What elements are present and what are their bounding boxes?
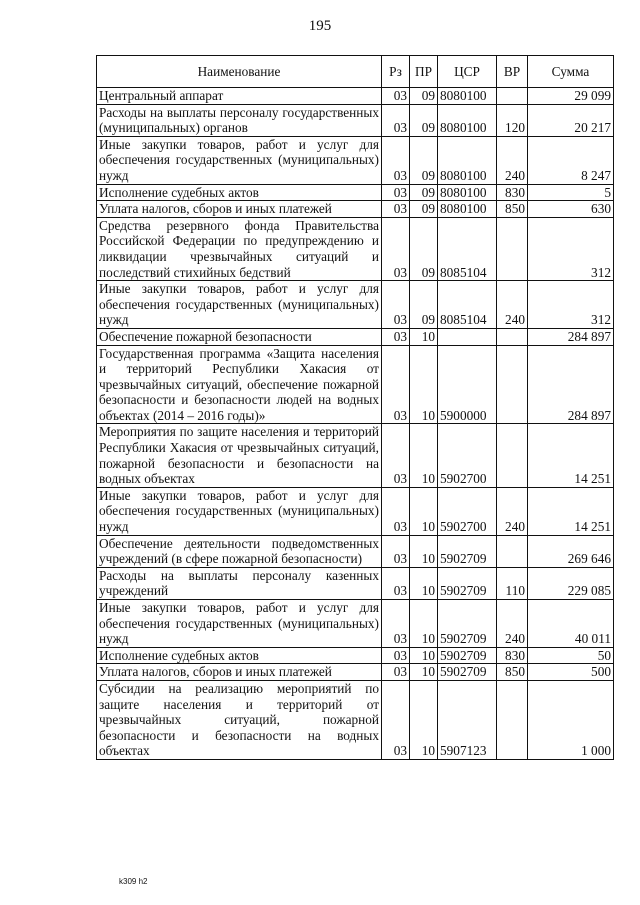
- row-vr: [497, 328, 528, 345]
- header-sum: Сумма: [528, 56, 614, 88]
- table-row: [97, 136, 614, 184]
- row-csr: [438, 328, 497, 345]
- row-rz: 03: [382, 104, 410, 136]
- row-name: Обеспечение пожарной безопасности: [97, 328, 382, 345]
- row-csr: 8085104: [438, 217, 497, 280]
- footer-code: k309 h2: [119, 877, 148, 886]
- row-vr: 110: [497, 567, 528, 599]
- row-sum: 1 000: [528, 680, 614, 759]
- row-name: Уплата налогов, сборов и иных платежей: [97, 201, 382, 218]
- table-row: [97, 281, 614, 329]
- table-row: [97, 647, 614, 664]
- row-sum: 312: [528, 281, 614, 329]
- row-vr: 240: [497, 487, 528, 535]
- row-name: Обеспечение деятельности подведомственных учреждений (в сфере пожарной безопасности): [97, 535, 382, 567]
- row-pr: 10: [410, 424, 438, 487]
- row-csr: 5902709: [438, 647, 497, 664]
- table-row: [97, 201, 614, 218]
- row-sum: 630: [528, 201, 614, 218]
- row-csr: 8080100: [438, 104, 497, 136]
- row-rz: 03: [382, 424, 410, 487]
- row-pr: 09: [410, 136, 438, 184]
- row-name: Иные закупки товаров, работ и услуг для обеспечения государственных (муниципальных) нужд: [97, 136, 382, 184]
- row-csr: 8080100: [438, 201, 497, 218]
- row-pr: 10: [410, 600, 438, 648]
- row-pr: 09: [410, 201, 438, 218]
- row-vr: 830: [497, 184, 528, 201]
- row-csr: 8080100: [438, 184, 497, 201]
- row-pr: 10: [410, 535, 438, 567]
- row-name: Уплата налогов, сборов и иных платежей: [97, 664, 382, 681]
- row-sum: 20 217: [528, 104, 614, 136]
- row-csr: 5902700: [438, 424, 497, 487]
- row-csr: 8080100: [438, 136, 497, 184]
- table-row: [97, 88, 614, 105]
- row-name: Мероприятия по защите населения и территорий Республики Хакасия от чрезвычайных ситуаций, пожарной безопасности и безопасности на водных объектах: [97, 424, 382, 487]
- row-csr: 5902709: [438, 567, 497, 599]
- table-row: [97, 217, 614, 280]
- row-csr: 8085104: [438, 281, 497, 329]
- row-name: Расходы на выплаты персоналу казенных учреждений: [97, 567, 382, 599]
- row-pr: 09: [410, 88, 438, 105]
- table-row: [97, 567, 614, 599]
- header-csr: ЦСР: [438, 56, 497, 88]
- table-row: [97, 487, 614, 535]
- row-vr: [497, 217, 528, 280]
- table-row: [97, 680, 614, 759]
- row-vr: 240: [497, 136, 528, 184]
- row-sum: 284 897: [528, 345, 614, 424]
- row-vr: [497, 424, 528, 487]
- table-row: [97, 184, 614, 201]
- row-pr: 10: [410, 345, 438, 424]
- row-csr: 5902709: [438, 600, 497, 648]
- row-vr: 830: [497, 647, 528, 664]
- table-row: [97, 424, 614, 487]
- row-sum: 50: [528, 647, 614, 664]
- table-row: [97, 600, 614, 648]
- row-sum: 40 011: [528, 600, 614, 648]
- row-pr: 10: [410, 567, 438, 599]
- row-name: Исполнение судебных актов: [97, 184, 382, 201]
- row-name: Иные закупки товаров, работ и услуг для обеспечения государственных (муниципальных) нужд: [97, 487, 382, 535]
- row-rz: 03: [382, 600, 410, 648]
- row-name: Исполнение судебных актов: [97, 647, 382, 664]
- row-name: Субсидии на реализацию мероприятий по защите населения и территорий от чрезвычайных ситуаций, пожарной безопасности и безопасности на водных объектах: [97, 680, 382, 759]
- row-name: Государственная программа «Защита населения и территорий Республики Хакасия от чрезвычайных ситуаций, обеспечение пожарной безопасности и безопасности людей на водных объектах (2014 – 2016 годы)»: [97, 345, 382, 424]
- page-number: 195: [308, 18, 332, 34]
- row-rz: 03: [382, 680, 410, 759]
- row-sum: 284 897: [528, 328, 614, 345]
- row-csr: 5902709: [438, 535, 497, 567]
- row-vr: [497, 345, 528, 424]
- row-vr: 850: [497, 201, 528, 218]
- row-name: Средства резервного фонда Правительства Российской Федерации по предупреждению и ликвидации чрезвычайных ситуаций и последствий стихийных бедствий: [97, 217, 382, 280]
- row-name: Центральный аппарат: [97, 88, 382, 105]
- row-vr: 240: [497, 281, 528, 329]
- row-rz: 03: [382, 184, 410, 201]
- row-rz: 03: [382, 345, 410, 424]
- row-sum: 14 251: [528, 487, 614, 535]
- header-vr: ВР: [497, 56, 528, 88]
- row-csr: 5902709: [438, 664, 497, 681]
- row-rz: 03: [382, 328, 410, 345]
- table-row: [97, 535, 614, 567]
- row-name: Иные закупки товаров, работ и услуг для обеспечения государственных (муниципальных) нужд: [97, 281, 382, 329]
- table-row: [97, 104, 614, 136]
- row-sum: 312: [528, 217, 614, 280]
- row-vr: [497, 680, 528, 759]
- row-pr: 10: [410, 664, 438, 681]
- row-rz: 03: [382, 88, 410, 105]
- row-csr: 5902700: [438, 487, 497, 535]
- row-pr: 09: [410, 104, 438, 136]
- row-rz: 03: [382, 487, 410, 535]
- row-pr: 09: [410, 281, 438, 329]
- row-csr: 5900000: [438, 345, 497, 424]
- row-vr: [497, 535, 528, 567]
- row-sum: 5: [528, 184, 614, 201]
- row-name: Расходы на выплаты персоналу государственных (муниципальных) органов: [97, 104, 382, 136]
- row-pr: 10: [410, 487, 438, 535]
- table-row: [97, 345, 614, 424]
- row-pr: 09: [410, 184, 438, 201]
- row-sum: 500: [528, 664, 614, 681]
- header-row: [97, 56, 614, 88]
- row-sum: 8 247: [528, 136, 614, 184]
- header-pr: ПР: [410, 56, 438, 88]
- row-sum: 229 085: [528, 567, 614, 599]
- header-name: Наименование: [97, 56, 382, 88]
- row-pr: 09: [410, 217, 438, 280]
- budget-table: [96, 55, 614, 760]
- row-vr: 240: [497, 600, 528, 648]
- row-pr: 10: [410, 328, 438, 345]
- row-rz: 03: [382, 664, 410, 681]
- row-rz: 03: [382, 647, 410, 664]
- row-csr: 8080100: [438, 88, 497, 105]
- row-rz: 03: [382, 136, 410, 184]
- row-vr: [497, 88, 528, 105]
- row-rz: 03: [382, 567, 410, 599]
- row-rz: 03: [382, 217, 410, 280]
- row-pr: 10: [410, 680, 438, 759]
- header-rz: Рз: [382, 56, 410, 88]
- table-row: [97, 328, 614, 345]
- row-pr: 10: [410, 647, 438, 664]
- row-csr: 5907123: [438, 680, 497, 759]
- row-rz: 03: [382, 201, 410, 218]
- row-rz: 03: [382, 281, 410, 329]
- row-rz: 03: [382, 535, 410, 567]
- row-vr: 120: [497, 104, 528, 136]
- row-sum: 29 099: [528, 88, 614, 105]
- table-row: [97, 664, 614, 681]
- row-sum: 14 251: [528, 424, 614, 487]
- row-vr: 850: [497, 664, 528, 681]
- row-name: Иные закупки товаров, работ и услуг для обеспечения государственных (муниципальных) нужд: [97, 600, 382, 648]
- row-sum: 269 646: [528, 535, 614, 567]
